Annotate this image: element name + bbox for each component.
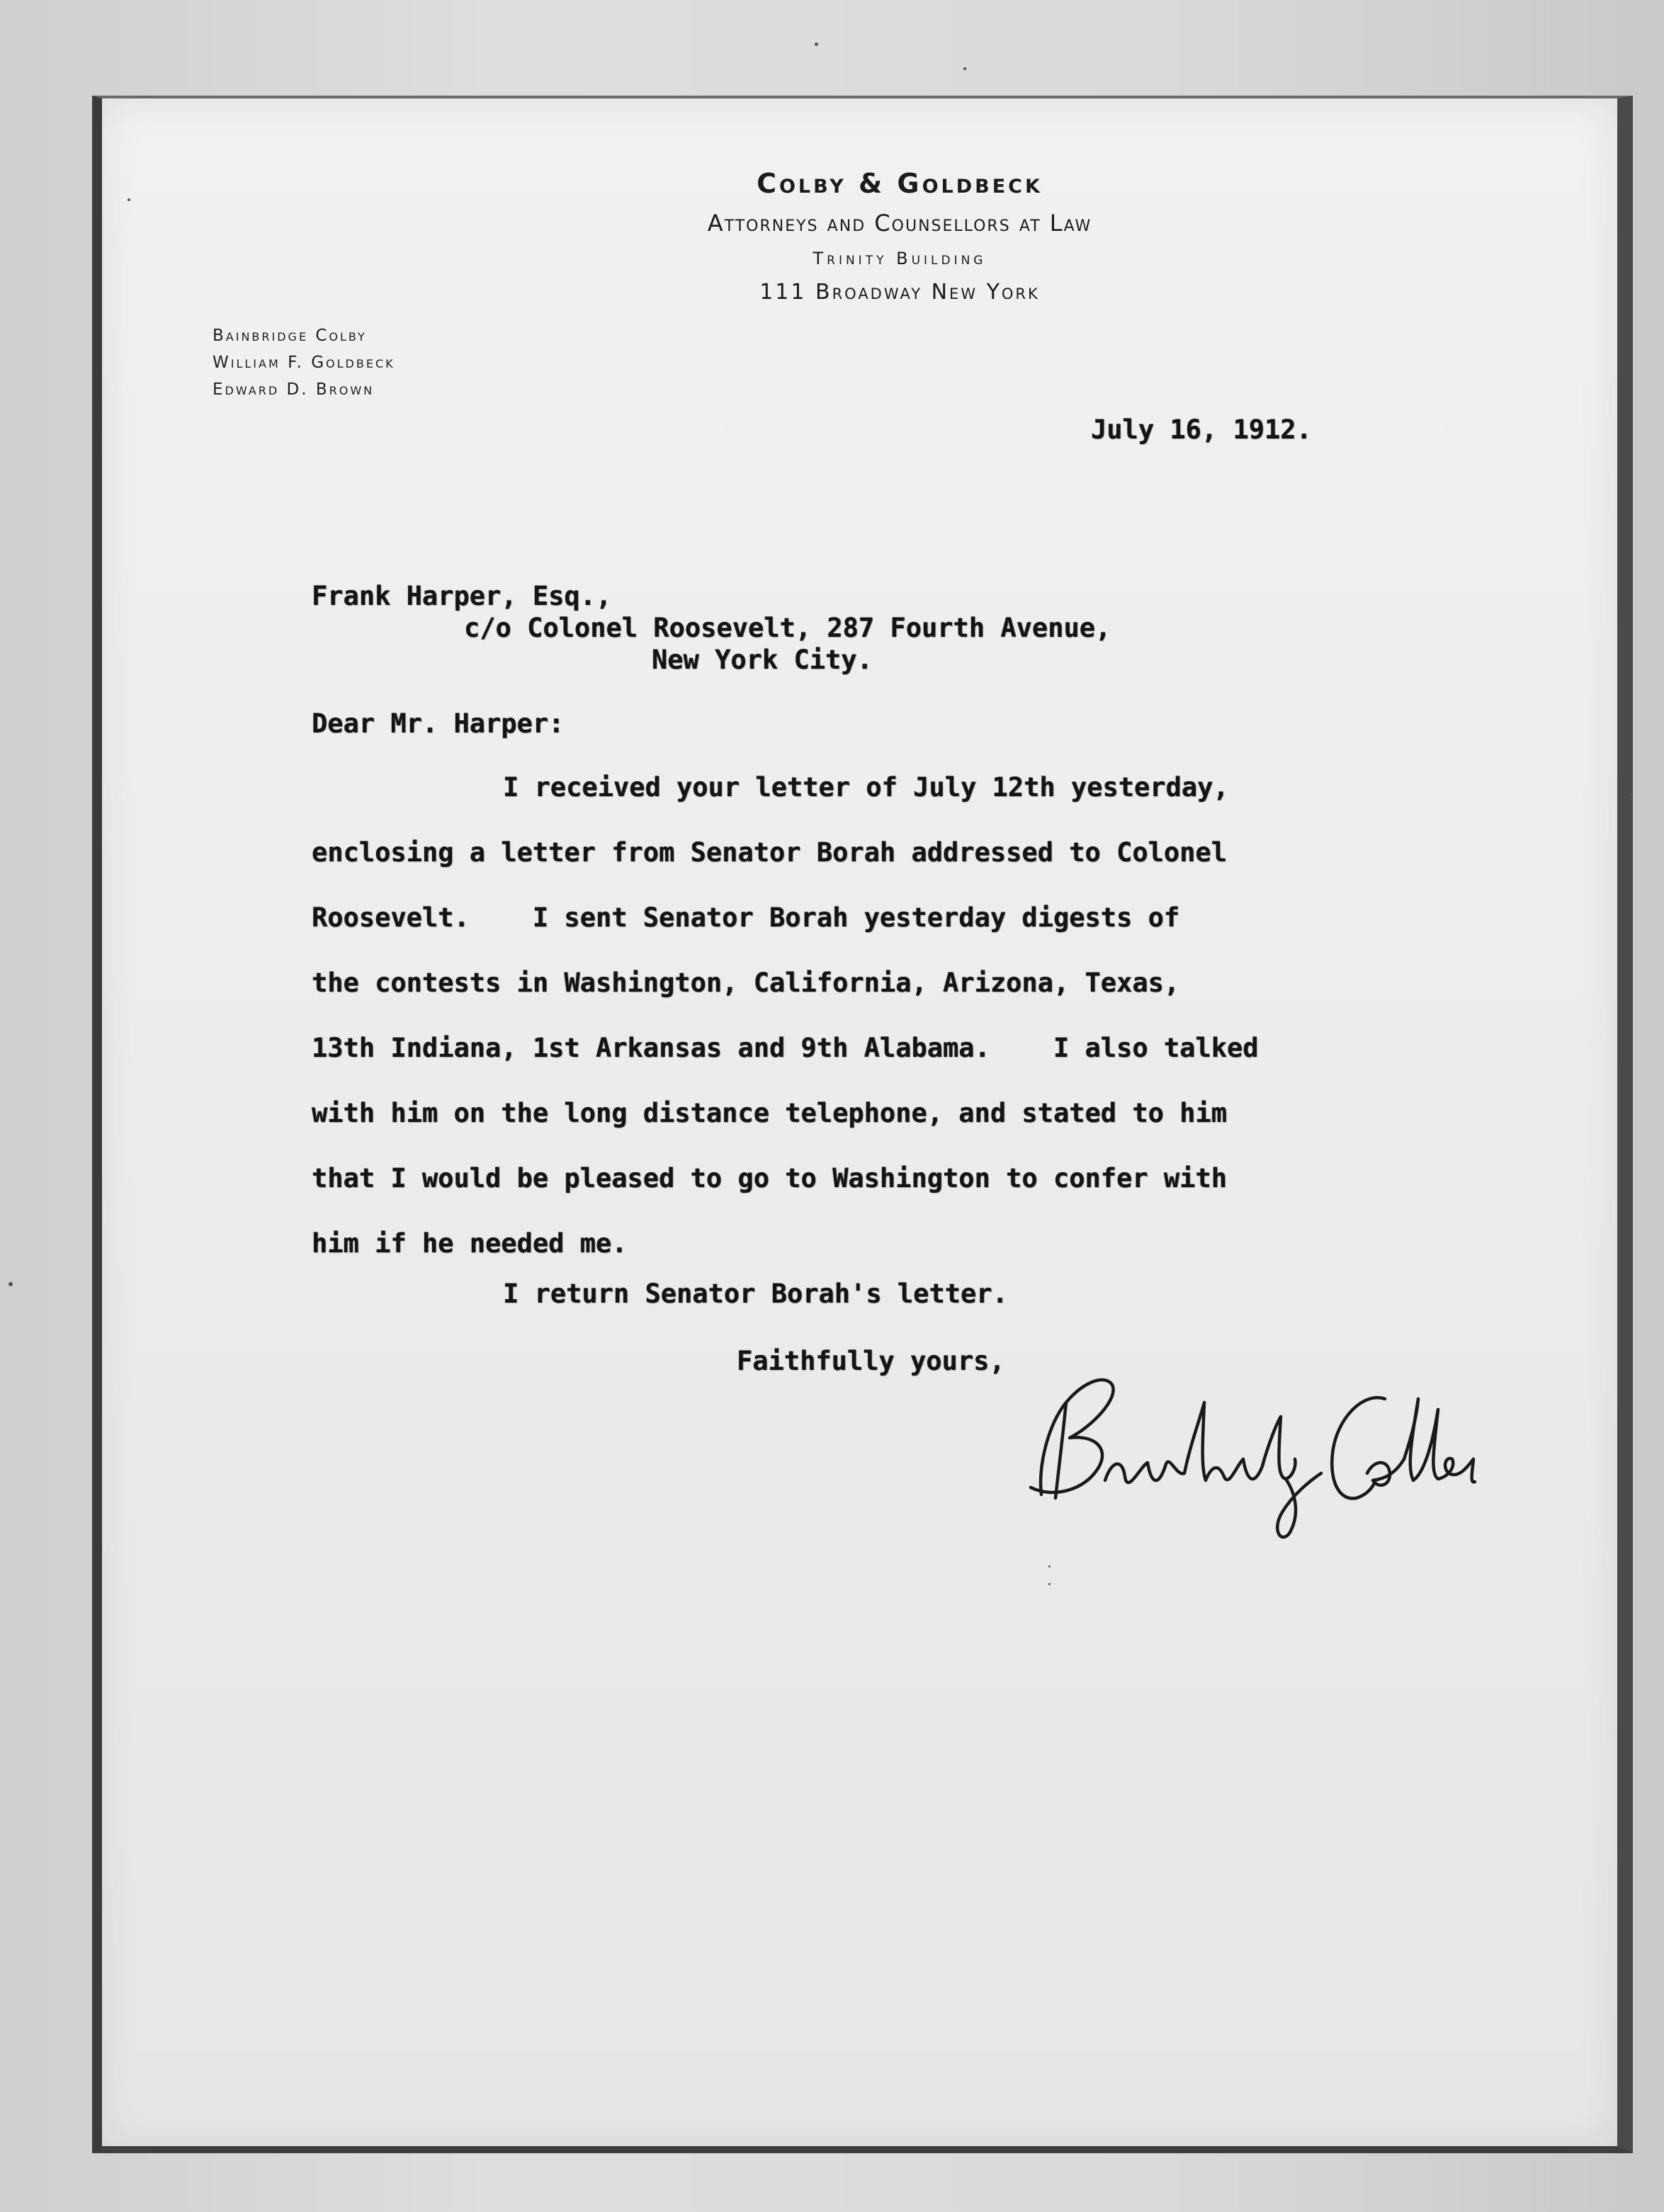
body-line: enclosing a letter from Senator Borah addressed to Colonel bbox=[312, 837, 1228, 868]
recipient-line: New York City. bbox=[652, 645, 873, 675]
recipient-line: c/o Colonel Roosevelt, 287 Fourth Avenue, bbox=[464, 613, 1111, 643]
firm-building: Trinity Building bbox=[813, 249, 987, 268]
letter-date: July 16, 1912. bbox=[1091, 414, 1312, 445]
closing-paragraph: I return Senator Borah's letter. bbox=[503, 1278, 1008, 1309]
recipient-line: Frank Harper, Esq., bbox=[312, 581, 612, 611]
complimentary-close: Faithfully yours, bbox=[737, 1346, 1005, 1376]
body-line: with him on the long distance telephone, and stated to him bbox=[312, 1098, 1228, 1128]
handwritten-signature bbox=[999, 1360, 1495, 1544]
letterhead bbox=[510, 163, 1289, 310]
body-line: that I would be pleased to go to Washington to confer with bbox=[312, 1163, 1228, 1193]
body-line: the contests in Washington, California, Arizona, Texas, bbox=[312, 968, 1180, 998]
body-line: 13th Indiana, 1st Arkansas and 9th Alabama. I also talked bbox=[312, 1033, 1259, 1063]
body-line: him if he needed me. bbox=[312, 1228, 628, 1259]
partner-name: William F. Goldbeck bbox=[213, 353, 395, 372]
firm-name: Colby & Goldbeck bbox=[757, 168, 1043, 199]
body-line: Roosevelt. I sent Senator Borah yesterday digests of bbox=[312, 902, 1180, 933]
firm-address: 111 Broadway New York bbox=[759, 280, 1040, 305]
firm-subtitle: Attorneys and Counsellors at Law bbox=[707, 210, 1092, 237]
salutation: Dear Mr. Harper: bbox=[312, 708, 565, 739]
partner-name: Edward D. Brown bbox=[213, 380, 375, 399]
partner-name: Bainbridge Colby bbox=[213, 327, 367, 345]
body-line: I received your letter of July 12th yesterday, bbox=[503, 772, 1229, 802]
partner-list bbox=[213, 322, 395, 403]
